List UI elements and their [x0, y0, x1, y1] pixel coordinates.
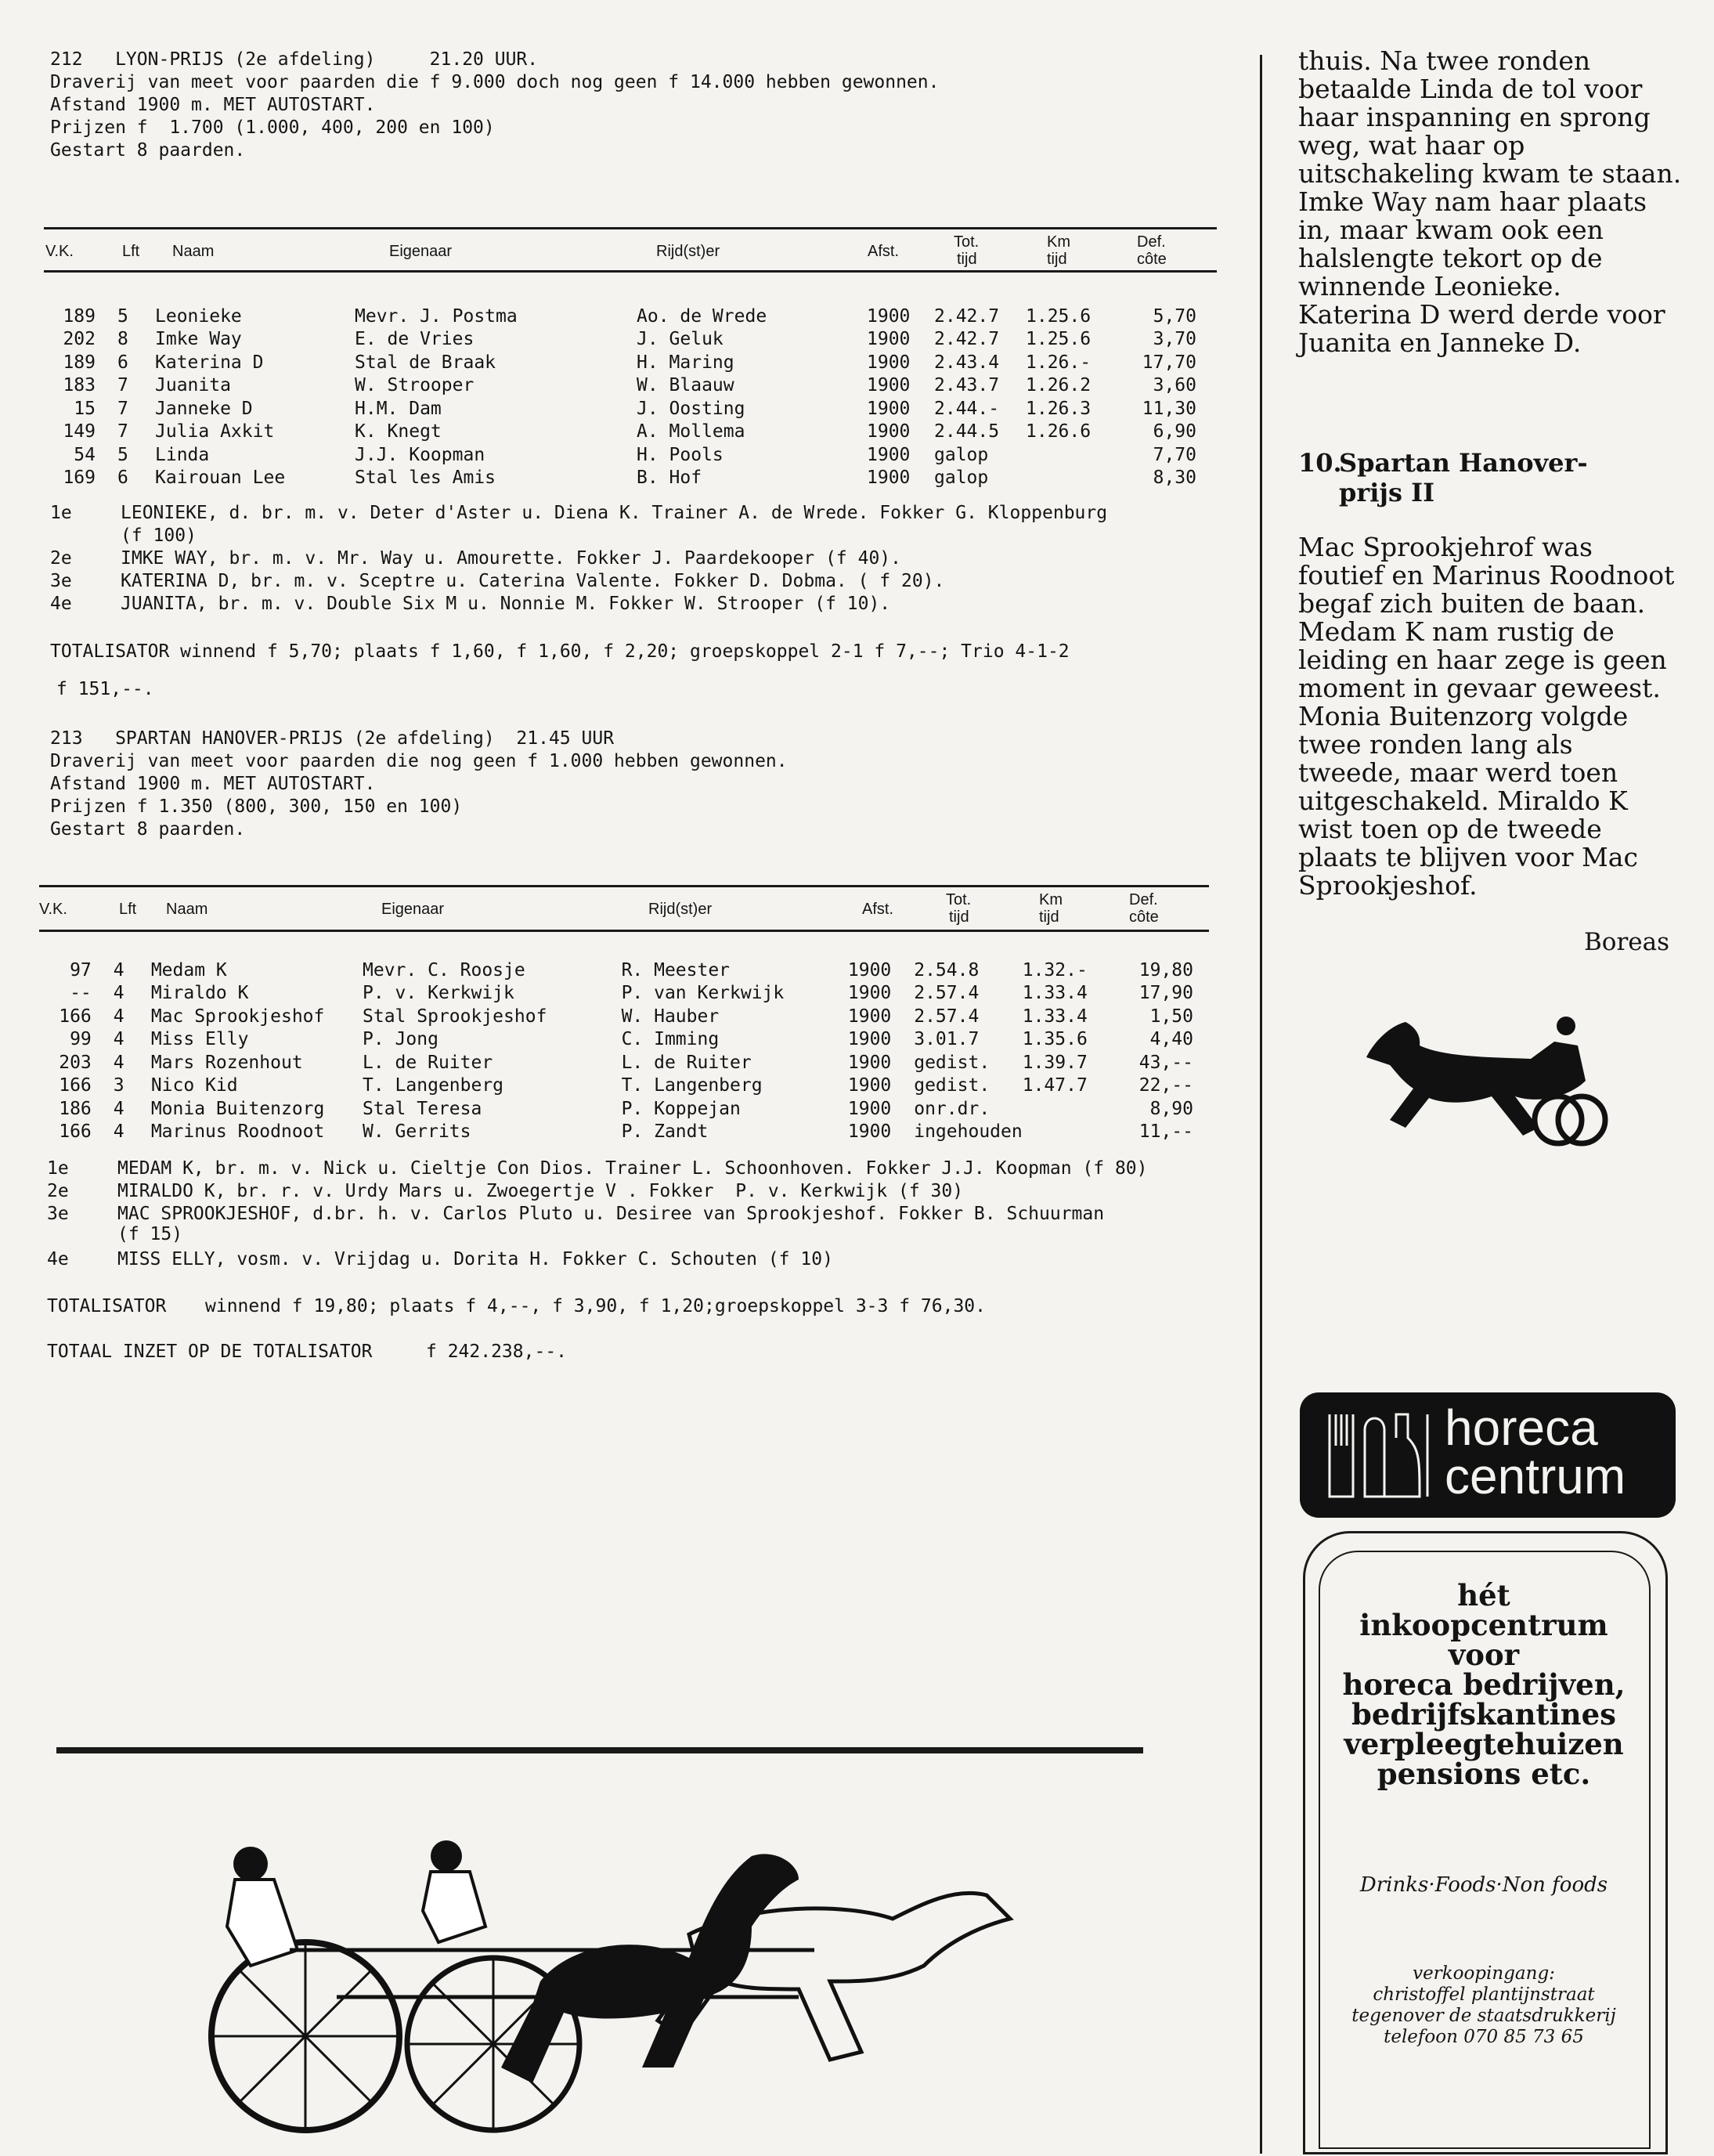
- cell-afst: 1900: [867, 329, 911, 350]
- table-row: [42, 1028, 1193, 1052]
- placing-pos: 3e: [50, 571, 72, 591]
- col-km-2: tijd: [1039, 908, 1059, 926]
- col-lft: Lft: [119, 901, 137, 918]
- race2-placing-2: [47, 1180, 1221, 1203]
- cell-rijder: A. Mollema: [637, 421, 745, 442]
- logo-line-1: horeca: [1445, 1399, 1598, 1456]
- trotter-sulky-icon: [1359, 1010, 1625, 1151]
- cell-vk: 186: [59, 1098, 92, 1119]
- cell-naam: Juanita: [155, 375, 231, 396]
- ad-address: [1323, 1963, 1644, 2048]
- cell-km-tijd: 1.26.2: [1026, 375, 1092, 396]
- placing-pos: 4e: [47, 1249, 69, 1269]
- placing-pos: 2e: [50, 548, 72, 569]
- cell-km-tijd: 1.35.6: [1022, 1029, 1088, 1050]
- cell-afst: 1900: [847, 1029, 892, 1050]
- race1-prizes: Prijzen f 1.700 (1.000, 400, 200 en 100): [50, 117, 495, 138]
- race2-placing-3-cont: [47, 1223, 1221, 1246]
- col-km-2: tijd: [1047, 251, 1067, 268]
- cell-tot-tijd: gedist.: [914, 1052, 991, 1073]
- cell-vk: --: [70, 983, 92, 1004]
- cell-eigenaar: H.M. Dam: [355, 398, 442, 419]
- col-vk: V.K.: [45, 243, 74, 260]
- cell-lft: 4: [113, 1029, 124, 1050]
- cell-tot-tijd: 3.01.7: [914, 1029, 980, 1050]
- race2-total-stake: [47, 1341, 1221, 1363]
- col-afst: Afst.: [862, 901, 894, 918]
- race1-conditions: Draverij van meet voor paarden die f 9.000 doch nog geen f 14.000 hebben gewonnen.: [50, 72, 940, 92]
- table-row: [42, 1051, 1193, 1074]
- cell-naam: Julia Axkit: [155, 421, 275, 442]
- table-row: [45, 443, 1196, 467]
- cell-vk: 54: [74, 444, 96, 465]
- cell-eigenaar: Stal Teresa: [363, 1098, 482, 1119]
- race1-totalisator-cont: f 151,--.: [56, 679, 154, 699]
- cell-def-cote: 5,70: [1153, 305, 1196, 327]
- cell-naam: Imke Way: [155, 329, 242, 350]
- cell-rijder: J. Oosting: [637, 398, 745, 419]
- ad-line-3: voor: [1448, 1638, 1520, 1672]
- cell-def-cote: 17,90: [1138, 983, 1193, 1004]
- cell-vk: 202: [63, 329, 96, 350]
- cell-rijder: W. Hauber: [621, 1006, 720, 1027]
- cell-rijder: P. Koppejan: [621, 1098, 741, 1119]
- ad-tagline: Drinks·Foods·Non foods: [1359, 1873, 1608, 1897]
- cell-def-cote: 1,50: [1149, 1006, 1193, 1027]
- heading-line-2: prijs II: [1339, 478, 1435, 507]
- cell-lft: 4: [113, 1006, 124, 1027]
- cell-rijder: J. Geluk: [637, 329, 723, 350]
- cell-vk: 166: [59, 1121, 92, 1143]
- table-row: [45, 421, 1196, 444]
- cell-eigenaar: Stal Sprookjeshof: [363, 1006, 547, 1027]
- cell-lft: 4: [113, 1052, 124, 1073]
- race2-totalisator: [47, 1295, 1221, 1318]
- cell-eigenaar: Stal de Braak: [355, 352, 496, 373]
- cell-km-tijd: 1.33.4: [1022, 983, 1088, 1004]
- race2-placing-3: [47, 1203, 1221, 1226]
- cell-rijder: C. Imming: [621, 1029, 720, 1050]
- column-divider: [1260, 55, 1262, 2154]
- race1-placing-2: [50, 547, 1225, 570]
- placing-text-cont: (f 15): [117, 1224, 183, 1244]
- cell-afst: 1900: [847, 1075, 892, 1096]
- race2-results-table: [42, 959, 1193, 1143]
- cell-def-cote: 7,70: [1153, 444, 1196, 465]
- col-eigenaar: Eigenaar: [381, 901, 445, 918]
- col-afst: Afst.: [868, 243, 900, 260]
- placing-text: MAC SPROOKJESHOF, d.br. h. v. Carlos Pluto u. Desiree van Sprookjeshof. Fokker B. Schuurman: [117, 1204, 1105, 1224]
- cell-vk: 183: [63, 375, 96, 396]
- cell-rijder: H. Pools: [637, 444, 723, 465]
- race1-distance: Afstand 1900 m. MET AUTOSTART.: [50, 95, 376, 115]
- heading-number: 10.: [1298, 448, 1342, 478]
- cell-km-tijd: [1023, 1121, 1108, 1144]
- race1-placing-1: [50, 502, 1225, 525]
- bottom-rule: [56, 1747, 1143, 1753]
- ad-headline: [1323, 1580, 1644, 1789]
- table-row: [42, 1074, 1193, 1098]
- cell-afst: 1900: [867, 421, 911, 442]
- race1-totalisator: TOTALISATOR winnend f 5,70; plaats f 1,60, f 1,60, f 2,20; groepskoppel 2-1 f 7,--; Trio 4-1-2: [50, 641, 1070, 662]
- placing-pos: 2e: [47, 1181, 69, 1201]
- race2-started: Gestart 8 paarden.: [50, 819, 246, 840]
- placing-text: LEONIEKE, d. br. m. v. Deter d'Aster u. Diena K. Trainer A. de Wrede. Fokker G. Kloppenburg: [121, 503, 1108, 523]
- cell-eigenaar: L. de Ruiter: [363, 1052, 493, 1073]
- total-stake-label: TOTAAL INZET OP DE TOTALISATOR: [47, 1342, 373, 1362]
- logo-line-2: centrum: [1445, 1448, 1626, 1504]
- cell-eigenaar: W. Strooper: [355, 375, 475, 396]
- cell-lft: 6: [117, 468, 128, 489]
- race2-prizes: Prijzen f 1.350 (800, 300, 150 en 100): [50, 796, 463, 817]
- cell-afst: 1900: [847, 1098, 892, 1119]
- cell-naam: Miraldo K: [150, 983, 249, 1004]
- cell-lft: 7: [117, 375, 128, 396]
- cell-km-tijd: 1.47.7: [1022, 1075, 1088, 1096]
- cell-afst: 1900: [867, 398, 911, 419]
- race2-rule-bottom: [39, 930, 1209, 932]
- race1-placing-3: [50, 570, 1225, 593]
- ad-addr-3: tegenover de staatsdrukkerij: [1351, 2006, 1616, 2026]
- cell-eigenaar: Mevr. C. Roosje: [363, 959, 525, 980]
- cell-lft: 4: [113, 983, 124, 1004]
- report-heading: [1298, 448, 1682, 507]
- cell-eigenaar: P. v. Kerkwijk: [363, 983, 514, 1004]
- cell-eigenaar: T. Langenberg: [363, 1075, 504, 1096]
- totalisator-label: TOTALISATOR: [47, 1296, 167, 1316]
- cell-lft: 4: [113, 959, 124, 980]
- placing-pos: 1e: [47, 1158, 69, 1179]
- race2-conditions: Draverij van meet voor paarden die nog geen f 1.000 hebben gewonnen.: [50, 751, 788, 771]
- ad-addr-4: telefoon 070 85 73 65: [1384, 2027, 1584, 2047]
- cell-def-cote: 43,--: [1138, 1052, 1193, 1073]
- race1-header: [50, 49, 939, 162]
- cell-eigenaar: Stal les Amis: [355, 468, 496, 489]
- cell-afst: 1900: [867, 444, 911, 465]
- horeca-centrum-logo: [1300, 1392, 1676, 1518]
- cell-km-tijd: 1.26.-: [1026, 352, 1092, 373]
- cell-tot-tijd: 2.54.8: [914, 959, 980, 980]
- col-def-1: Def.: [1137, 233, 1166, 251]
- race1-results-table: [45, 305, 1196, 489]
- cell-vk: 149: [63, 421, 96, 442]
- cell-vk: 99: [70, 1029, 92, 1050]
- placing-text: KATERINA D, br. m. v. Sceptre u. Caterina Valente. Fokker D. Dobma. ( f 20).: [121, 571, 945, 591]
- cell-vk: 189: [63, 305, 96, 327]
- report-body: Mac Sprookjehrof was foutief en Marinus Roodnoot begaf zich buiten de baan. Medam K nam rustig de leiding en haar zege is geen moment in gevaar geweest. Monia Buitenzorg volgde twee ronden lang als tweede, maar werd toen uitgeschakeld. Miraldo K wist toen op de tweede plaats te blijven voor Mac Sprookjeshof.: [1298, 532, 1675, 901]
- cell-rijder: B. Hof: [637, 468, 702, 489]
- cell-lft: 4: [113, 1121, 124, 1143]
- cell-vk: 166: [59, 1075, 92, 1096]
- cell-tot-tijd: 2.57.4: [914, 983, 980, 1004]
- cell-naam: Katerina D: [155, 352, 264, 373]
- cell-naam: Kairouan Lee: [155, 468, 286, 489]
- table-row: [45, 305, 1196, 328]
- placing-text: JUANITA, br. m. v. Double Six M u. Nonnie M. Fokker W. Strooper (f 10).: [121, 594, 891, 614]
- race1-started: Gestart 8 paarden.: [50, 140, 246, 161]
- cell-eigenaar: E. de Vries: [355, 329, 475, 350]
- placing-text: MIRALDO K, br. r. v. Urdy Mars u. Zwoegertje V . Fokker P. v. Kerkwijk (f 30): [117, 1181, 964, 1201]
- ad-addr-2: christoffel plantijnstraat: [1373, 1984, 1595, 2005]
- cell-tot-tijd: 2.43.7: [934, 375, 1000, 396]
- placing-text-cont: (f 100): [121, 525, 197, 546]
- col-naam: Naam: [172, 243, 215, 260]
- cell-naam: Nico Kid: [150, 1075, 238, 1096]
- cell-tot-tijd: ingehouden: [914, 1121, 1023, 1143]
- col-km-1: Km: [1039, 891, 1063, 908]
- cell-km-tijd: [1026, 443, 1112, 467]
- cell-vk: 169: [63, 468, 96, 489]
- ad-line-6: verpleegtehuizen: [1344, 1727, 1624, 1761]
- race1-title: 212 LYON-PRIJS (2e afdeling) 21.20 UUR.: [50, 49, 539, 70]
- cell-def-cote: 3,60: [1153, 375, 1196, 396]
- cell-def-cote: 19,80: [1138, 959, 1193, 980]
- cell-vk: 97: [70, 959, 92, 980]
- col-eigenaar: Eigenaar: [389, 243, 453, 260]
- cell-naam: Marinus Roodnoot: [150, 1121, 325, 1143]
- cell-rijder: T. Langenberg: [621, 1075, 763, 1096]
- cell-tot-tijd: galop: [934, 444, 989, 465]
- cell-naam: Mac Sprookjeshof: [150, 1006, 325, 1027]
- cell-tot-tijd: 2.44.5: [934, 421, 1000, 442]
- cell-lft: 5: [117, 444, 128, 465]
- table-row: [42, 1121, 1193, 1144]
- race1-placing-4: [50, 593, 1225, 616]
- cell-tot-tijd: onr.dr.: [914, 1098, 991, 1119]
- table-row: [42, 1097, 1193, 1121]
- cell-km-tijd: 1.25.6: [1026, 329, 1092, 350]
- total-stake-value: f 242.238,--.: [426, 1342, 568, 1362]
- col-km-1: Km: [1047, 233, 1070, 251]
- cell-tot-tijd: 2.57.4: [914, 1006, 980, 1027]
- cell-def-cote: 4,40: [1149, 1029, 1193, 1050]
- race2-header: [50, 728, 788, 841]
- cell-rijder: W. Blaauw: [637, 375, 734, 396]
- cell-afst: 1900: [847, 1052, 892, 1073]
- cell-km-tijd: [1026, 467, 1112, 490]
- placing-text: MISS ELLY, vosm. v. Vrijdag u. Dorita H. Fokker C. Schouten (f 10): [117, 1249, 833, 1269]
- race1-rule-top: [44, 227, 1217, 229]
- cell-tot-tijd: galop: [934, 468, 989, 489]
- cell-eigenaar: Mevr. J. Postma: [355, 305, 518, 327]
- cell-vk: 15: [74, 398, 96, 419]
- ad-line-1: hét: [1457, 1578, 1510, 1612]
- cell-naam: Medam K: [150, 959, 227, 980]
- cell-eigenaar: J.J. Koopman: [355, 444, 485, 465]
- col-vk: V.K.: [39, 901, 67, 918]
- cutlery-bottle-icon: [1322, 1407, 1439, 1504]
- race1-rule-bottom: [44, 270, 1217, 273]
- race1-placing-1-cont: [50, 525, 1225, 547]
- placing-pos: 4e: [50, 594, 72, 614]
- col-def-2: côte: [1137, 251, 1167, 268]
- cell-rijder: P. van Kerkwijk: [621, 983, 785, 1004]
- cell-km-tijd: 1.26.6: [1026, 421, 1092, 442]
- cell-naam: Mars Rozenhout: [150, 1052, 303, 1073]
- cell-vk: 166: [59, 1006, 92, 1027]
- cell-def-cote: 3,70: [1153, 329, 1196, 350]
- race2-title: 213 SPARTAN HANOVER-PRIJS (2e afdeling) 21.45 UUR: [50, 728, 615, 749]
- placing-text: IMKE WAY, br. m. v. Mr. Way u. Amourette. Fokker J. Paardekooper (f 40).: [121, 548, 901, 569]
- cell-tot-tijd: 2.43.4: [934, 352, 1000, 373]
- race2-distance: Afstand 1900 m. MET AUTOSTART.: [50, 774, 376, 794]
- cell-afst: 1900: [847, 983, 892, 1004]
- col-tot-1: Tot.: [954, 233, 980, 251]
- report-author: Boreas: [1584, 928, 1669, 956]
- table-row: [45, 374, 1196, 398]
- col-def-1: Def.: [1129, 891, 1158, 908]
- col-tot-1: Tot.: [946, 891, 972, 908]
- cell-rijder: Ao. de Wrede: [637, 305, 767, 327]
- cell-afst: 1900: [847, 1006, 892, 1027]
- cell-def-cote: 11,30: [1142, 398, 1196, 419]
- cell-afst: 1900: [867, 375, 911, 396]
- cell-lft: 8: [117, 329, 128, 350]
- table-row: [42, 1005, 1193, 1028]
- ad-addr-1: verkoopingang:: [1413, 1963, 1555, 1984]
- cell-km-tijd: 1.32.-: [1022, 959, 1088, 980]
- cell-afst: 1900: [847, 1121, 892, 1143]
- cell-rijder: R. Meester: [621, 959, 731, 980]
- cell-vk: 189: [63, 352, 96, 373]
- cell-lft: 3: [113, 1075, 124, 1096]
- ad-line-7: pensions etc.: [1377, 1757, 1591, 1791]
- cell-rijder: P. Zandt: [621, 1121, 709, 1143]
- report-intro: thuis. Na twee ronden betaalde Linda de tol voor haar inspanning en sprong weg, wat haar op uitschakeling kwam te staan. Imke Way nam haar plaats in, maar kwam ook een halslengte tekort op de winnende Leonieke. Katerina D werd derde voor Juanita en Janneke D.: [1298, 45, 1682, 358]
- placing-pos: 1e: [50, 503, 72, 523]
- cell-km-tijd: 1.26.3: [1026, 398, 1092, 419]
- cell-km-tijd: [1023, 1097, 1108, 1121]
- cell-def-cote: 17,70: [1142, 352, 1196, 373]
- cell-afst: 1900: [867, 468, 911, 489]
- race2-placing-1: [47, 1157, 1221, 1180]
- cell-lft: 5: [117, 305, 128, 327]
- col-tot-2: tijd: [949, 908, 969, 926]
- cell-naam: Janneke D: [155, 398, 253, 419]
- cell-tot-tijd: 2.42.7: [934, 329, 1000, 350]
- cell-def-cote: 22,--: [1138, 1075, 1193, 1096]
- cell-vk: 203: [59, 1052, 92, 1073]
- cell-naam: Leonieke: [155, 305, 242, 327]
- col-rijder: Rijd(st)er: [648, 901, 713, 918]
- cell-def-cote: 8,90: [1149, 1098, 1193, 1119]
- table-row: [45, 351, 1196, 374]
- cell-km-tijd: 1.25.6: [1026, 305, 1092, 327]
- cell-afst: 1900: [867, 305, 911, 327]
- col-rijder: Rijd(st)er: [656, 243, 720, 260]
- cell-km-tijd: 1.33.4: [1022, 1006, 1088, 1027]
- cell-def-cote: 8,30: [1153, 468, 1196, 489]
- table-row: [45, 397, 1196, 421]
- sulky-race-illustration: [204, 1833, 1018, 2146]
- cell-tot-tijd: 2.42.7: [934, 305, 1000, 327]
- cell-afst: 1900: [847, 959, 892, 980]
- cell-afst: 1900: [867, 352, 911, 373]
- cell-rijder: L. de Ruiter: [621, 1052, 752, 1073]
- cell-naam: Monia Buitenzorg: [150, 1098, 325, 1119]
- cell-lft: 7: [117, 398, 128, 419]
- totalisator-text: winnend f 19,80; plaats f 4,--, f 3,90, f 1,20;groepskoppel 3-3 f 76,30.: [205, 1296, 986, 1316]
- cell-km-tijd: 1.39.7: [1022, 1052, 1088, 1073]
- cell-naam: Miss Elly: [150, 1029, 249, 1050]
- ad-line-2: inkoopcentrum: [1359, 1608, 1608, 1642]
- cell-def-cote: 11,--: [1138, 1121, 1193, 1143]
- race2-rule-top: [39, 885, 1209, 887]
- ad-line-4: horeca bedrijven,: [1342, 1667, 1626, 1702]
- cell-lft: 6: [117, 352, 128, 373]
- cell-lft: 7: [117, 421, 128, 442]
- placing-text: MEDAM K, br. m. v. Nick u. Cieltje Con Dios. Trainer L. Schoonhoven. Fokker J.J. Koopman (f 80): [117, 1158, 1148, 1179]
- table-row: [42, 982, 1193, 1006]
- col-tot-2: tijd: [957, 251, 977, 268]
- cell-tot-tijd: 2.44.-: [934, 398, 1000, 419]
- cell-naam: Linda: [155, 444, 210, 465]
- cell-def-cote: 6,90: [1153, 421, 1196, 442]
- cell-lft: 4: [113, 1098, 124, 1119]
- race2-placing-4: [47, 1248, 1221, 1271]
- heading-line-1: Spartan Hanover-: [1339, 448, 1588, 478]
- col-def-2: côte: [1129, 908, 1159, 926]
- placing-pos: 3e: [47, 1204, 69, 1224]
- table-row: [45, 328, 1196, 352]
- cell-tot-tijd: gedist.: [914, 1075, 991, 1096]
- cell-rijder: H. Maring: [637, 352, 734, 373]
- col-naam: Naam: [166, 901, 208, 918]
- ad-line-5: bedrijfskantines: [1351, 1697, 1616, 1732]
- table-row: [45, 467, 1196, 490]
- cell-eigenaar: K. Knegt: [355, 421, 442, 442]
- table-row: [42, 959, 1193, 982]
- cell-eigenaar: P. Jong: [363, 1029, 438, 1050]
- col-lft: Lft: [122, 243, 140, 260]
- cell-eigenaar: W. Gerrits: [363, 1121, 471, 1143]
